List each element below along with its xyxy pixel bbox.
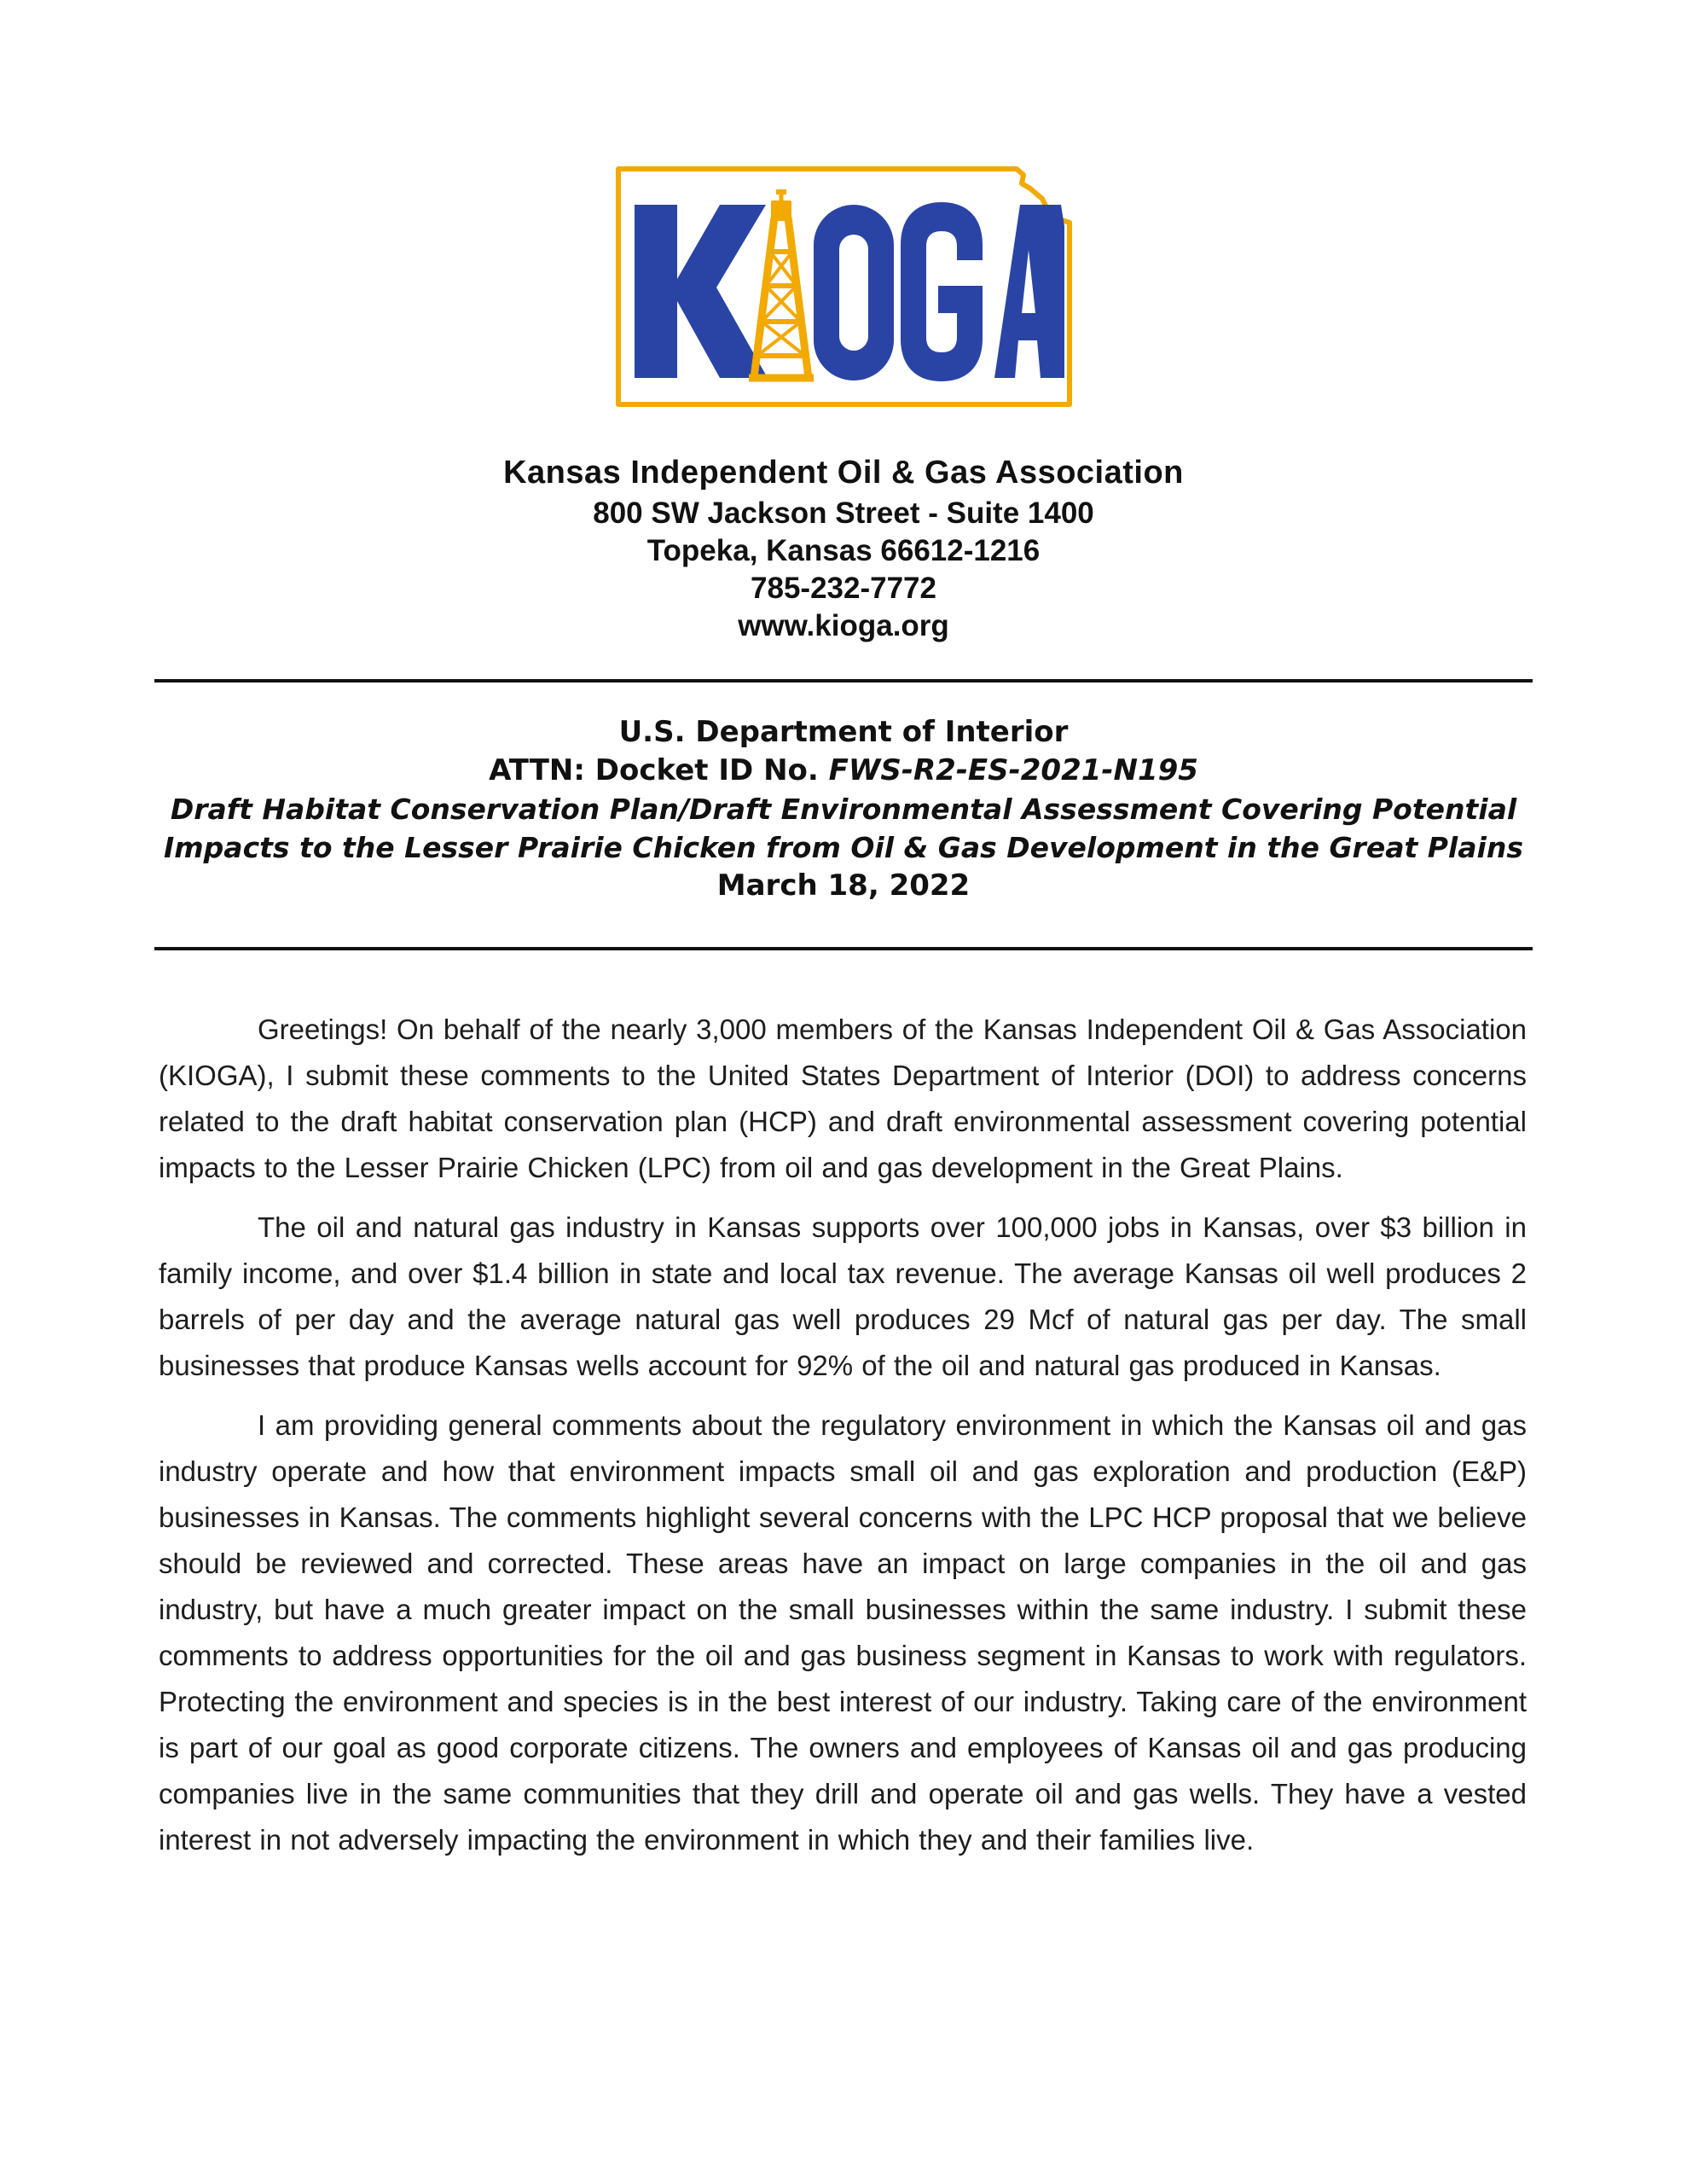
website: www.kioga.org <box>738 609 949 642</box>
docket-prefix: ATTN: Docket ID No. <box>489 753 829 787</box>
divider-top <box>154 679 1533 682</box>
letter-body <box>159 1007 1527 1877</box>
divider-bottom <box>154 947 1533 950</box>
kioga-logo <box>616 166 1073 407</box>
docket-line <box>136 752 1551 790</box>
docket-id: FWS-R2-ES-2021-N195 <box>828 753 1198 787</box>
letterhead <box>0 450 1687 645</box>
subject-title-line2: Impacts to the Lesser Prairie Chicken from Oil & Gas Development in the Great Plains <box>164 831 1523 864</box>
association-name: Kansas Independent Oil & Gas Association <box>503 455 1184 491</box>
body-paragraph-3: I am providing general comments about the regulatory environment in which the Kansas oil and gas industry operate and how that environment impacts small oil and gas exploration and production (E&P) businesses in Kansas. The comments highlight several concerns with the LPC HCP proposal that we believe should be reviewed and corrected. These areas have an impact on large companies in the oil and gas industry, but have a much greater impact on the small businesses within the same industry. I submit these comments to address opportunities for the oil and gas business segment in Kansas to work with regulators. Protecting the environment and species is in the best interest of our industry. Taking care of the environment is part of our goal as good corporate citizens. The owners and employees of Kansas oil and gas producing companies live in the same communities that they drill and operate oil and gas wells. They have a vested interest in not adversely impacting the environment in which they and their families live. <box>159 1409 1527 1856</box>
phone-number: 785-232-7772 <box>751 572 936 605</box>
subject-title-line1: Draft Habitat Conservation Plan/Draft Environmental Assessment Covering Potential <box>170 793 1517 826</box>
body-paragraph-1: Greetings! On behalf of the nearly 3,000 members of the Kansas Independent Oil & Gas Association (KIOGA), I submit these comments to the United States Department of Interior (DOI) to address concerns related to the draft habitat conservation plan (HCP) and draft environmental assessment covering potential impacts to the Lesser Prairie Chicken (LPC) from oil and gas development in the Great Plains. <box>159 1014 1527 1183</box>
body-paragraph-2: The oil and natural gas industry in Kansas supports over 100,000 jobs in Kansas, over $3 billion in family income, and over $1.4 billion in state and local tax revenue. The average Kansas oil well produces 2 barrels of per day and the average natural gas well produces 29 Mcf of natural gas per day. The small businesses that produce Kansas wells account for 92% of the oil and natural gas produced in Kansas. <box>159 1211 1527 1381</box>
recipient-line: U.S. Department of Interior <box>618 715 1069 749</box>
street-address: 800 SW Jackson Street - Suite 1400 <box>593 497 1094 530</box>
city-address: Topeka, Kansas 66612-1216 <box>646 534 1041 567</box>
letter-date: March 18, 2022 <box>716 868 971 903</box>
subject-block <box>136 713 1551 905</box>
